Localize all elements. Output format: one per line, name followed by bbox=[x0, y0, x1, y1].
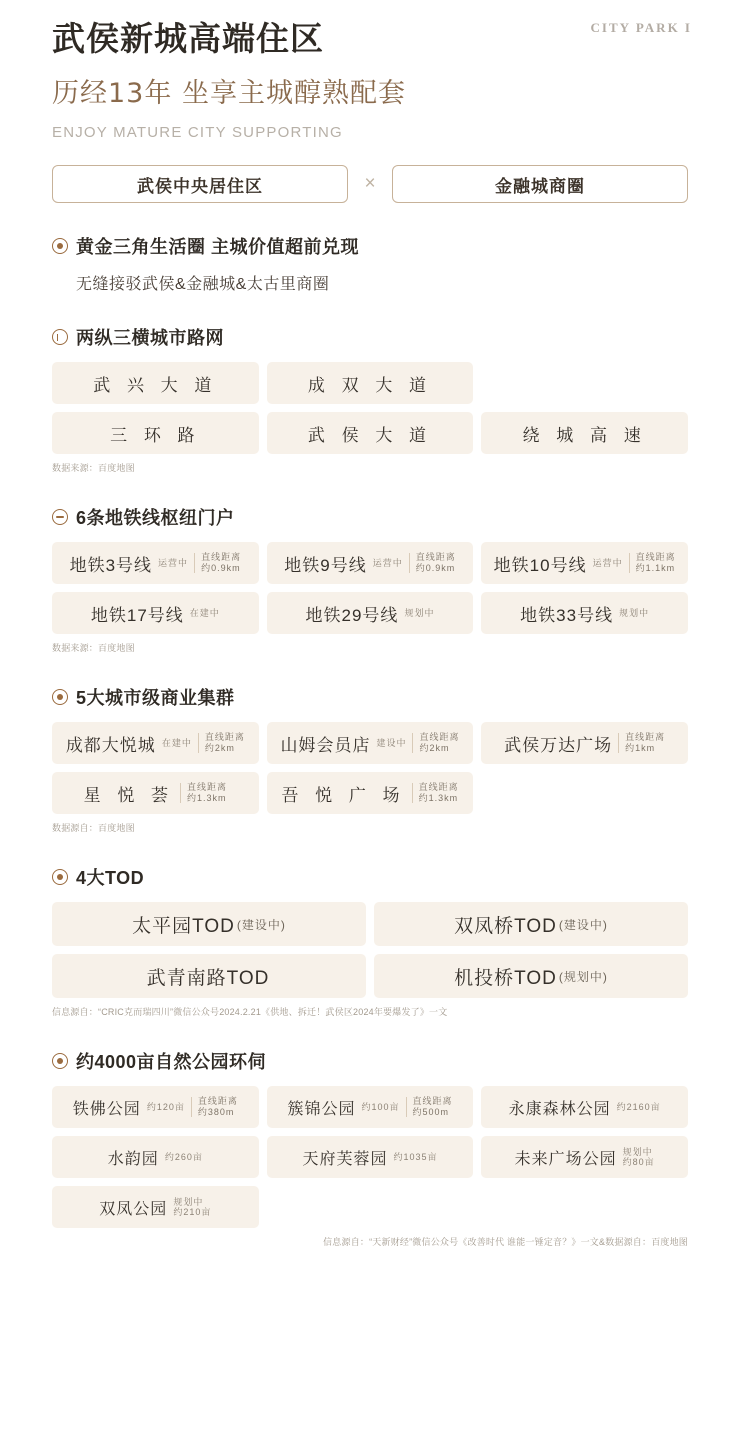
list-item: 星 悦 荟 直线距离 约1.3km bbox=[52, 772, 259, 814]
section-header bbox=[52, 324, 688, 350]
section-parks bbox=[52, 1048, 688, 1248]
list-item: 地铁10号线 运营中 直线距离 约1.1km bbox=[481, 542, 688, 584]
list-item-empty bbox=[481, 362, 688, 404]
divider bbox=[198, 733, 199, 753]
section-header bbox=[52, 864, 688, 890]
tod-icon bbox=[52, 869, 68, 885]
source-note: 数据来源：百度地图 bbox=[52, 643, 135, 654]
pill-residential-district: 武侯中央居住区 bbox=[52, 165, 348, 203]
list-item: 成 双 大 道 bbox=[267, 362, 474, 404]
section-header bbox=[52, 504, 688, 530]
section-road-network bbox=[52, 324, 688, 474]
pill-financial-district: 金融城商圈 bbox=[392, 165, 688, 203]
list-item: 地铁29号线 规划中 bbox=[267, 592, 474, 634]
list-item: 武 兴 大 道 bbox=[52, 362, 259, 404]
divider bbox=[629, 553, 630, 573]
road-icon bbox=[52, 329, 68, 345]
header bbox=[0, 0, 740, 141]
section-title: 黄金三角生活圈 主城价值超前兑现 bbox=[76, 237, 359, 258]
section-metro bbox=[52, 504, 688, 654]
section-commerce bbox=[52, 684, 688, 834]
divider bbox=[194, 553, 195, 573]
target-icon bbox=[52, 238, 68, 254]
divider bbox=[618, 733, 619, 753]
list-item: 武青南路TOD bbox=[52, 954, 366, 998]
page-subtitle: 历经13年 坐享主城醇熟配套 bbox=[52, 78, 406, 110]
divider bbox=[409, 553, 410, 573]
list-item: 武 侯 大 道 bbox=[267, 412, 474, 454]
metro-grid bbox=[52, 542, 688, 634]
brand-logo: CITY PARK I bbox=[590, 20, 692, 35]
list-item: 吾 悦 广 场 直线距离 约1.3km bbox=[267, 772, 474, 814]
list-item: 地铁17号线 在建中 bbox=[52, 592, 259, 634]
source-note: 信息源自：“CRIC克而瑞四川”微信公众号2024.2.21《供地、拆迁！武侯区2024年要爆发了》一文 bbox=[52, 1007, 448, 1018]
list-item: 水韵园 约260亩 bbox=[52, 1136, 259, 1178]
list-item: 地铁33号线 规划中 bbox=[481, 592, 688, 634]
source-note: 数据源自：百度地图 bbox=[52, 823, 135, 834]
list-item: 未来广场公园 规划中 约80亩 bbox=[481, 1136, 688, 1178]
metro-icon bbox=[52, 509, 68, 525]
commerce-grid bbox=[52, 722, 688, 814]
list-item: 双凤桥TOD (建设中) bbox=[374, 902, 688, 946]
list-item-empty bbox=[481, 772, 688, 814]
divider bbox=[406, 1097, 407, 1117]
park-icon bbox=[52, 1053, 68, 1069]
list-item: 地铁9号线 运营中 直线距离 约0.9km bbox=[267, 542, 474, 584]
section-title: 6条地铁线枢纽门户 bbox=[76, 508, 235, 529]
list-item: 地铁3号线 运营中 直线距离 约0.9km bbox=[52, 542, 259, 584]
source-note: 信息源自：“天新财经”微信公众号《改善时代 谁能一锤定音？》一文&数据源自：百度地图 bbox=[323, 1237, 688, 1248]
section-header bbox=[52, 1048, 688, 1074]
district-pill-row bbox=[52, 165, 688, 203]
list-item: 绕 城 高 速 bbox=[481, 412, 688, 454]
cross-icon: × bbox=[364, 173, 376, 195]
park-grid bbox=[52, 1086, 688, 1228]
divider bbox=[412, 783, 413, 803]
divider bbox=[191, 1097, 192, 1117]
tod-grid bbox=[52, 902, 688, 998]
section-title: 约4000亩自然公园环伺 bbox=[76, 1052, 267, 1073]
source-note: 数据来源：百度地图 bbox=[52, 463, 135, 474]
section-title: 5大城市级商业集群 bbox=[76, 688, 235, 709]
list-item: 机投桥TOD (规划中) bbox=[374, 954, 688, 998]
list-item: 永康森林公园 约2160亩 bbox=[481, 1086, 688, 1128]
section-tod bbox=[52, 864, 688, 1018]
list-item: 簇锦公园 约100亩 直线距离 约500m bbox=[267, 1086, 474, 1128]
divider bbox=[412, 733, 413, 753]
list-item: 双凤公园 规划中 约210亩 bbox=[52, 1186, 259, 1228]
divider bbox=[180, 783, 181, 803]
list-item: 三 环 路 bbox=[52, 412, 259, 454]
section-life-circle bbox=[52, 233, 688, 294]
list-item: 武侯万达广场 直线距离 约1km bbox=[481, 722, 688, 764]
road-grid bbox=[52, 362, 688, 454]
list-item: 山姆会员店 建设中 直线距离 约2km bbox=[267, 722, 474, 764]
section-header bbox=[52, 233, 688, 259]
list-item: 天府芙蓉园 约1035亩 bbox=[267, 1136, 474, 1178]
list-item: 太平园TOD (建设中) bbox=[52, 902, 366, 946]
section-title: 4大TOD bbox=[76, 868, 145, 889]
section-header bbox=[52, 684, 688, 710]
page-title: 武侯新城高端住区 bbox=[52, 19, 324, 58]
list-item: 铁佛公园 约120亩 直线距离 约380m bbox=[52, 1086, 259, 1128]
section-description: 无缝接驳武侯&金融城&太古里商圈 bbox=[76, 276, 330, 294]
list-item: 成都大悦城 在建中 直线距离 约2km bbox=[52, 722, 259, 764]
section-title: 两纵三横城市路网 bbox=[76, 328, 224, 349]
page-subtitle-english: ENJOY MATURE CITY SUPPORTING bbox=[52, 124, 343, 142]
commerce-icon bbox=[52, 689, 68, 705]
